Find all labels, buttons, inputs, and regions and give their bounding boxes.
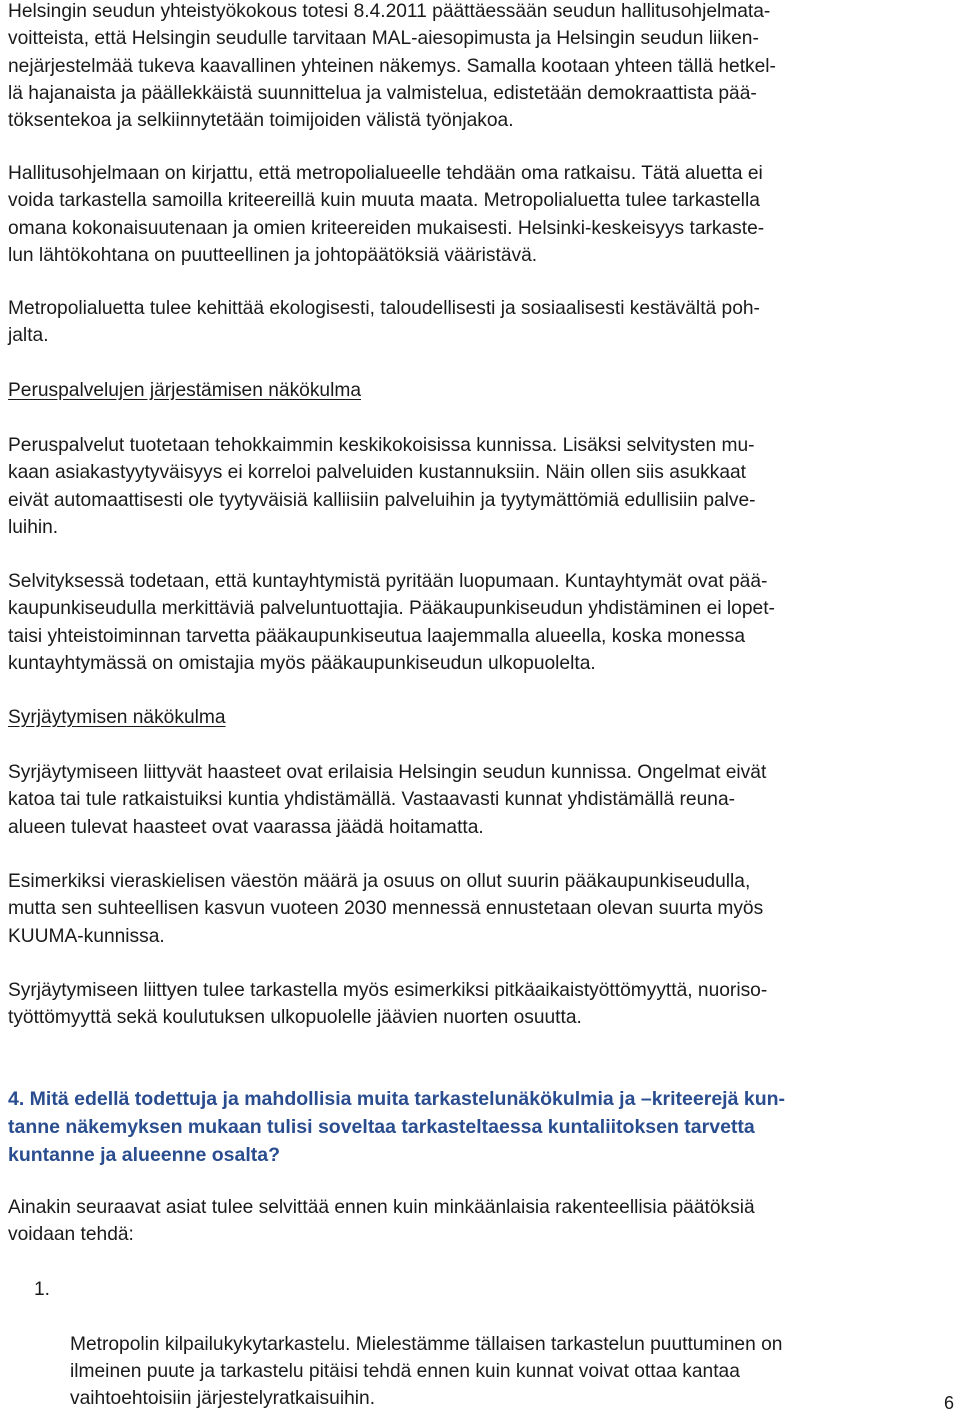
section-heading-peruspalvelut: Peruspalvelujen järjestämisen näkökulma bbox=[8, 380, 362, 401]
question-heading: 4. Mitä edellä todettuja ja mahdollisia muita tarkastelunäkökulmia ja –kriteerejä kun- tanne näkemyksen mukaan tulisi soveltaa tarkasteltaessa kuntaliitoksen tarvetta kuntanne ja alueenne osalta? bbox=[8, 1088, 786, 1166]
section-heading-syrjaytyminen: Syrjäytymisen näkökulma bbox=[8, 707, 226, 728]
paragraph-question-intro: Ainakin seuraavat asiat tulee selvittää ennen kuin minkäänlaisia rakenteellisia päätöksiä voidaan tehdä: bbox=[8, 1197, 755, 1246]
paragraph-peruspalvelut: Peruspalvelut tuotetaan tehokkaimmin keskikokoisissa kunnissa. Lisäksi selvitysten mu- kaan asiakastyytyväisyys ei korreloi palveluiden kustannuksiin. Näin ollen siis asukkaat eivät automaattisesti ole tyytyväisiä kalliisiin palveluihin ja tyytymättömiä edullisiin palve- luihin. bbox=[8, 435, 756, 538]
paragraph-intro: Helsingin seudun yhteistyökokous totesi 8.4.2011 päättäessään seudun hallitusohjelmata- voitteista, että Helsingin seudulle tarvitaan MAL-aiesopimusta ja Helsingin seudun liiken- nejärjestelmää tukeva kaavallinen yhteinen näkemys. Samalla kootaan yhteen tällä hetkel- lä hajanaista ja päällekkäistä suunnittelua ja valmistelua, edistetään demokraattista pää- töksentekoa ja selkiinnytetään toimijoiden välistä työnjakoa. bbox=[8, 1, 776, 132]
paragraph-tyottomyys: Syrjäytymiseen liittyen tulee tarkastella myös esimerkiksi pitkäaikaistyöttömyyttä, nuoriso- työttömyyttä sekä koulutuksen ulkopuolelle jäävien nuorten osuutta. bbox=[8, 980, 768, 1029]
paragraph-kuntayhtymat: Selvityksessä todetaan, että kuntayhtymistä pyritään luopumaan. Kuntayhtymät ovat pää- kaupunkiseudulla merkittäviä palveluntuottajia. Pääkaupunkiseudun yhdistäminen ei lopet- taisi yhteistoiminnan tarvetta pääkaupunkiseutua laajemmalla alueella, koska monessa kuntayhtymässä on omistajia myös pääkaupunkiseudun ulkopuolelta. bbox=[8, 571, 775, 674]
page-number: 6 bbox=[943, 1393, 954, 1413]
paragraph-hallitusohjelma: Hallitusohjelmaan on kirjattu, että metropolialueelle tehdään oma ratkaisu. Tätä aluetta ei voida tarkastella samoilla kriteereillä kuin muuta maata. Metropolialuetta tulee tarkastella omana kokonaisuutenaan ja omien kriteereiden mukaisesti. Helsinki-keskeisyys tarkaste- lun lähtökohtana on puutteellinen ja johtopäätöksiä vääristävä. bbox=[8, 163, 765, 266]
paragraph-syrjaytyminen-haasteet: Syrjäytymiseen liittyvät haasteet ovat erilaisia Helsingin seudun kunnissa. Ongelmat eivät katoa tai tule ratkaistuiksi kuntia yhdistämällä. Vastaavasti kunnat yhdistämällä reuna- alueen tulevat haasteet ovat vaarassa jäädä hoitamatta. bbox=[8, 762, 767, 838]
list-item-text: Metropolin kilpailukykytarkastelu. Mielestämme tällaisen tarkastelun puuttuminen on ilmeinen puute ja tarkastelu pitäisi tehdä ennen kuin kunnat voivat ottaa kantaa vaihtoehtoisiin järjestelyratkaisuihin. bbox=[70, 1333, 783, 1410]
paragraph-vieraskieliset: Esimerkiksi vieraskielisen väestön määrä ja osuus on ollut suurin pääkaupunkiseudulla, mutta sen suhteellisen kasvun vuoteen 2030 mennessä ennustetaan olevan suurta myös KUUMA-kunnissa. bbox=[8, 871, 764, 947]
numbered-list bbox=[0, 1276, 944, 1412]
list-item bbox=[0, 1276, 944, 1412]
paragraph-metropolialue: Metropolialuetta tulee kehittää ekologisesti, taloudellisesti ja sosiaalisesti kestävältä poh- jalta. bbox=[8, 298, 760, 347]
list-item-number: 1. bbox=[34, 1279, 51, 1300]
